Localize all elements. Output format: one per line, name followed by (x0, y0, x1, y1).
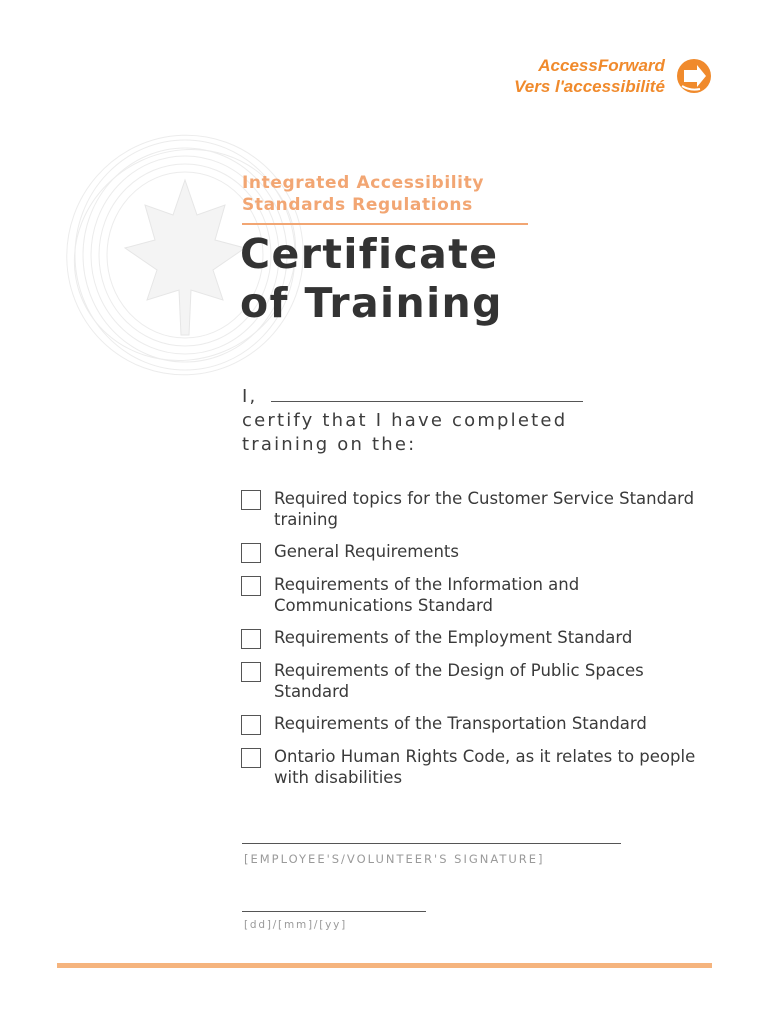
topic-checkbox[interactable] (241, 748, 261, 768)
certificate-title (240, 230, 503, 328)
topic-item (241, 574, 711, 616)
brand-name-fr: Vers l'accessibilité (514, 77, 665, 96)
signature-label: [EMPLOYEE'S/VOLUNTEER'S SIGNATURE] (244, 852, 545, 866)
topic-checkbox[interactable] (241, 576, 261, 596)
topic-checkbox[interactable] (241, 715, 261, 735)
topic-item (241, 660, 711, 702)
topic-checkbox[interactable] (241, 629, 261, 649)
training-topics-list (241, 488, 711, 799)
brand-name-en: AccessForward (538, 56, 665, 75)
topic-label: Requirements of the Employment Standard (274, 628, 633, 647)
brand-text (514, 55, 665, 97)
title-divider (242, 223, 528, 225)
topic-item (241, 627, 711, 649)
topic-item (241, 541, 711, 563)
certification-statement (242, 385, 662, 457)
signature-line[interactable] (242, 843, 621, 844)
topic-item (241, 488, 711, 530)
statement-line1: certify that I have completed (242, 410, 568, 431)
date-line[interactable] (242, 911, 426, 912)
topic-checkbox[interactable] (241, 662, 261, 682)
topic-label: Requirements of the Information and Communications Standard (274, 575, 580, 615)
statement-prefix: I, (242, 386, 258, 407)
arrow-right-circle-icon (676, 58, 712, 94)
topic-label: Requirements of the Transportation Standard (274, 714, 647, 733)
date-label: [dd]/[mm]/[yy] (244, 919, 348, 931)
topic-checkbox[interactable] (241, 490, 261, 510)
topic-label: Requirements of the Design of Public Spaces Standard (274, 661, 644, 701)
topic-checkbox[interactable] (241, 543, 261, 563)
statement-line2: training on the: (242, 434, 417, 455)
topic-item (241, 746, 711, 788)
regulation-title: Integrated Accessibility Standards Regulations (242, 173, 485, 215)
topic-label: Required topics for the Customer Service Standard training (274, 489, 695, 529)
topic-label: Ontario Human Rights Code, as it relates to people with disabilities (274, 747, 696, 787)
topic-item (241, 713, 711, 735)
footer-bar (57, 963, 712, 968)
certificate-title-line1: Certificate (240, 230, 499, 278)
topic-label: General Requirements (274, 542, 459, 561)
name-row (242, 385, 662, 409)
certificate-title-line2: of Training (240, 279, 503, 327)
brand-block (514, 55, 712, 97)
name-field[interactable] (271, 387, 583, 402)
